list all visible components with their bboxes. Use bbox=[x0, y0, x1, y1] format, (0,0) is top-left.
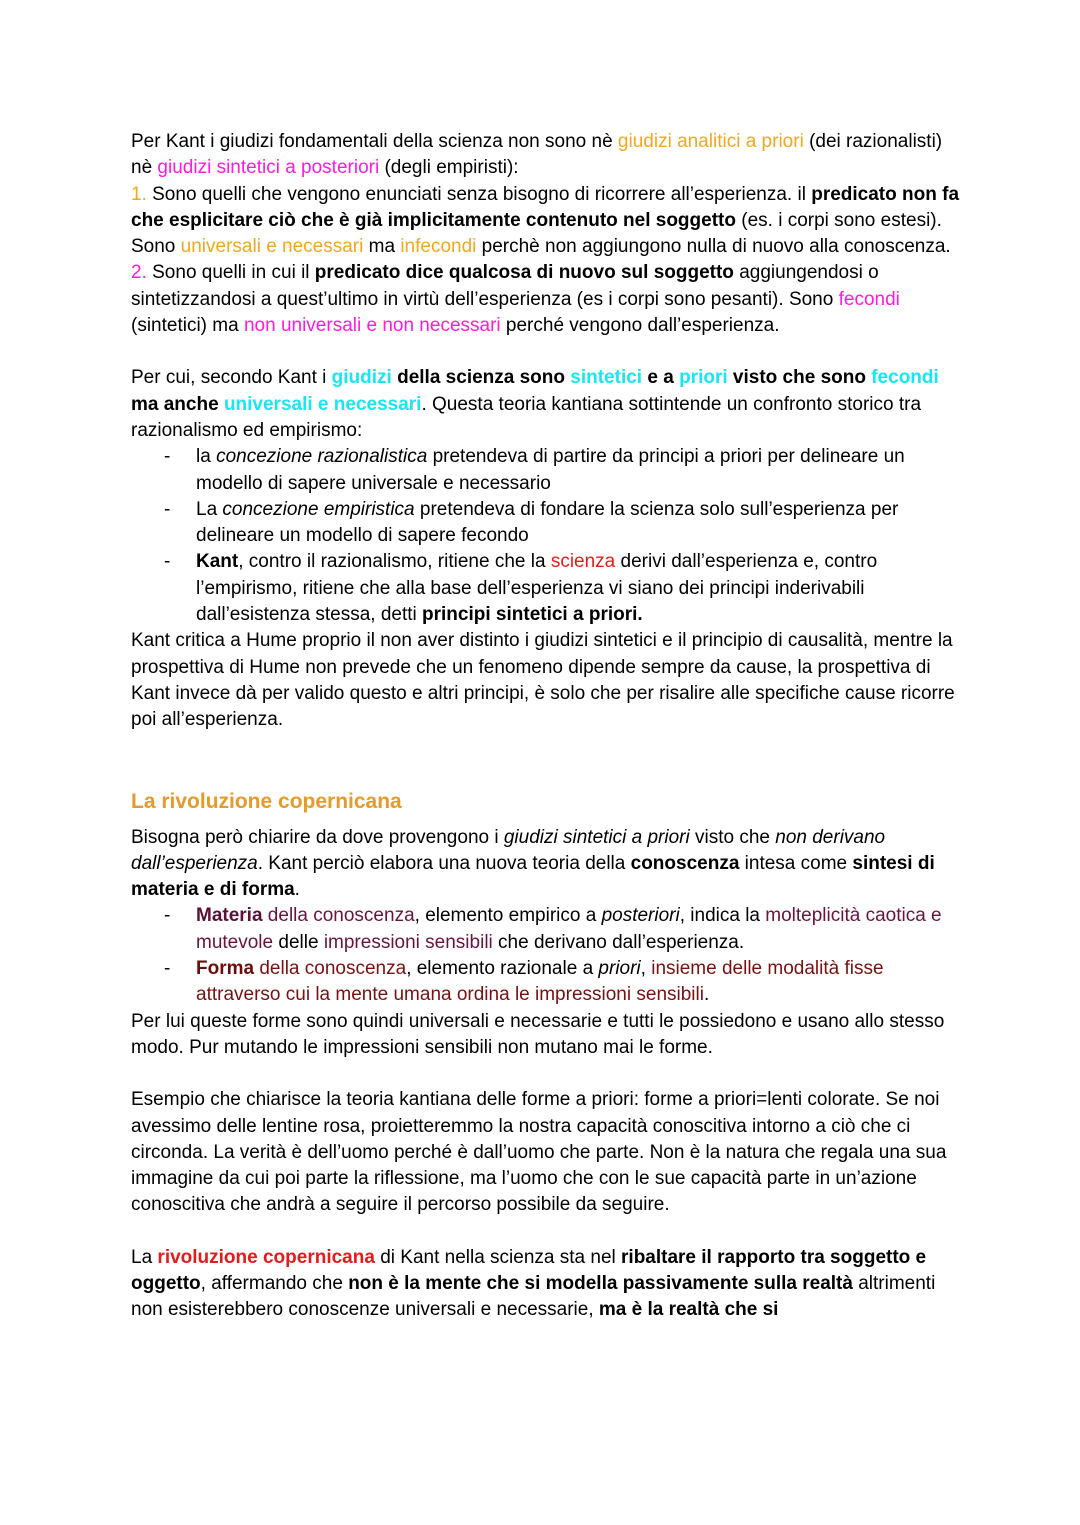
item-number: 1. bbox=[131, 183, 147, 205]
section-heading: La rivoluzione copernicana bbox=[131, 789, 402, 813]
text: di Kant nella scienza sta nel bbox=[374, 1246, 622, 1268]
text: visto che bbox=[689, 826, 776, 848]
highlight-text: non universali e non necessari bbox=[243, 315, 501, 337]
text: pretendeva di partire da principi a priori per delineare un modello di sapere universale e necessario bbox=[196, 446, 905, 494]
text: la bbox=[196, 446, 217, 468]
spacer bbox=[131, 339, 960, 365]
text: pretendeva di fondare la scienza solo sull’esperienza per delineare un modello di sapere fecondo bbox=[196, 498, 899, 547]
bold-text: della scienza sono bbox=[391, 367, 571, 389]
text: derivi dall’esperienza e, contro l’empirismo, ritiene che alla base dell’esperienza vi siano dei principi inderivabili dall’esistenza stessa, detti bbox=[196, 551, 878, 626]
text: , elemento empirico a bbox=[414, 905, 602, 927]
highlight-text: sintetici bbox=[570, 367, 643, 389]
spacer bbox=[131, 1061, 960, 1087]
bold-text: predicato dice qualcosa di nuovo sul soggetto bbox=[314, 262, 734, 284]
text: , bbox=[640, 958, 652, 980]
text: intesa come bbox=[739, 852, 853, 874]
knowledge-paragraph bbox=[131, 825, 960, 904]
highlight-text: insieme delle modalità fisse attraverso cui la mente umana ordina le impressioni sensibili bbox=[196, 958, 884, 1006]
text: , indica la bbox=[679, 905, 766, 927]
italic-text: concezione razionalistica bbox=[216, 446, 428, 468]
text: La bbox=[131, 1246, 158, 1268]
italic-text: concezione empiristica bbox=[222, 498, 415, 520]
text: ma bbox=[363, 236, 401, 258]
bold-highlight: Forma bbox=[196, 958, 255, 980]
intro-paragraph bbox=[131, 129, 960, 182]
item-number: 2. bbox=[131, 262, 147, 284]
text: (sintetici) ma bbox=[131, 315, 244, 337]
numbered-item-2 bbox=[131, 260, 960, 339]
spacer bbox=[131, 734, 960, 787]
text: . Questa teoria kantiana sottintende un confronto storico tra razionalismo ed empirismo: bbox=[131, 393, 922, 441]
spacer bbox=[131, 1219, 960, 1245]
highlight-text: fecondi bbox=[838, 288, 900, 310]
text: perché vengono dall’esperienza. bbox=[500, 315, 780, 337]
bold-text: Kant bbox=[196, 551, 239, 573]
text: altrimenti non esisterebbero conoscenze universali e necessarie, bbox=[131, 1272, 936, 1321]
list-item bbox=[196, 444, 960, 497]
text: (es. i corpi sono estesi). Sono bbox=[131, 209, 942, 258]
bold-text: ma anche bbox=[131, 393, 224, 415]
text: che derivano dall’esperienza. bbox=[492, 931, 745, 953]
highlight-text: fecondi bbox=[871, 367, 939, 389]
italic-text: posteriori bbox=[601, 905, 680, 927]
bold-text: sintesi di materia e di forma bbox=[131, 852, 935, 901]
synthesis-paragraph bbox=[131, 365, 960, 444]
italic-text: priori bbox=[598, 958, 641, 980]
highlight-text: molteplicità caotica e mutevole bbox=[196, 905, 942, 953]
highlight-text: universali e necessari bbox=[180, 236, 364, 258]
text: La bbox=[196, 498, 223, 520]
bold-text: conoscenza bbox=[630, 852, 740, 874]
italic-text: non derivano dall’esperienza bbox=[131, 826, 886, 874]
text: , elemento razionale a bbox=[406, 958, 599, 980]
bold-text: principi sintetici a priori. bbox=[422, 604, 643, 626]
bold-text: ma è la realtà che si bbox=[598, 1299, 779, 1321]
text: , contro il razionalismo, ritiene che la bbox=[238, 551, 551, 573]
comparison-list bbox=[131, 444, 960, 628]
highlight-text: universali e necessari bbox=[223, 393, 422, 415]
highlight-text: scienza bbox=[550, 551, 616, 573]
highlight-synthetic-judgments: giudizi sintetici a posteriori bbox=[157, 157, 380, 179]
highlight-text: giudizi bbox=[331, 367, 392, 389]
bold-text: predicato non fa che esplicitare ciò che è già implicitamente contenuto nel soggetto bbox=[131, 183, 960, 231]
text: . bbox=[294, 879, 300, 901]
hume-paragraph: Kant critica a Hume proprio il non aver distinto i giudizi sintetici e il principio di causalità, mentre la prospettiva di Hume non prevede che un fenomeno dipende sempre da cause, la prospettiva di Kant invece dà per valido questo e altri principi, è solo che per risalire alle specifiche cause ricorre poi all’esperienza. bbox=[131, 630, 955, 731]
list-item bbox=[196, 549, 960, 628]
text: Per Kant i giudizi fondamentali della scienza non sono nè bbox=[131, 131, 618, 152]
text: Bisogna però chiarire da dove provengono i bbox=[131, 826, 504, 848]
text: delle bbox=[273, 931, 324, 953]
highlight-text: infecondi bbox=[400, 236, 477, 258]
bold-text: ribaltare il rapporto tra soggetto e oggetto bbox=[131, 1246, 927, 1294]
list-item bbox=[196, 903, 960, 956]
bold-highlight: Materia bbox=[196, 905, 263, 927]
highlight-text: priori bbox=[679, 367, 728, 389]
forms-paragraph: Per lui queste forme sono quindi universali e necessarie e tutti le possiedono e usano allo stesso modo. Pur mutando le impressioni sensibili non mutano mai le forme. bbox=[131, 1010, 945, 1058]
numbered-item-1 bbox=[131, 182, 960, 261]
highlight-text: impressioni sensibili bbox=[323, 931, 493, 953]
highlight-text: della conoscenza bbox=[262, 905, 415, 927]
text: Sono quelli che vengono enunciati senza bisogno di ricorrere all’esperienza. il bbox=[146, 183, 812, 205]
text: perchè non aggiungono nulla di nuovo alla conoscenza. bbox=[476, 236, 951, 258]
text: . Kant perciò elabora una nuova teoria della bbox=[257, 852, 631, 874]
list-item bbox=[196, 497, 960, 550]
list-item bbox=[196, 956, 960, 1009]
bold-highlight: rivoluzione copernicana bbox=[157, 1246, 375, 1268]
text: aggiungendosi o sintetizzandosi a quest’ultimo in virtù dell’esperienza (es i corpi sono pesanti). Sono bbox=[131, 262, 879, 310]
text: Per cui, secondo Kant i bbox=[131, 367, 332, 389]
italic-text: giudizi sintetici a priori bbox=[503, 826, 690, 848]
matter-form-list bbox=[131, 903, 960, 1008]
text: (degli empiristi): bbox=[379, 157, 519, 179]
text: . bbox=[703, 984, 710, 1006]
highlight-text: della conoscenza bbox=[254, 958, 407, 980]
revolution-paragraph bbox=[131, 1245, 960, 1324]
bold-text: visto che sono bbox=[727, 367, 872, 389]
example-paragraph: Esempio che chiarisce la teoria kantiana delle forme a priori: forme a priori=lenti colorate. Se noi avessimo delle lentine rosa, proietteremmo la nostra capacità conoscitiva intorno a ciò che ci circonda. La verità è dell’uomo perché è dall’uomo che parte. Non è la natura che regala una sua immagine da cui poi parte la riflessione, ma l’uomo che con le sue capacità parte in un’azione conoscitiva che andrà a seguire il percorso possibile da seguire. bbox=[131, 1089, 947, 1216]
text: (dei razionalisti) nè bbox=[131, 131, 943, 179]
bold-text: non è la mente che si modella passivamente sulla realtà bbox=[348, 1272, 853, 1294]
bold-text: e a bbox=[642, 367, 680, 389]
text: Sono quelli in cui il bbox=[146, 262, 315, 284]
highlight-analytic-judgments: giudizi analitici a priori bbox=[617, 131, 804, 152]
text: , affermando che bbox=[200, 1272, 349, 1294]
